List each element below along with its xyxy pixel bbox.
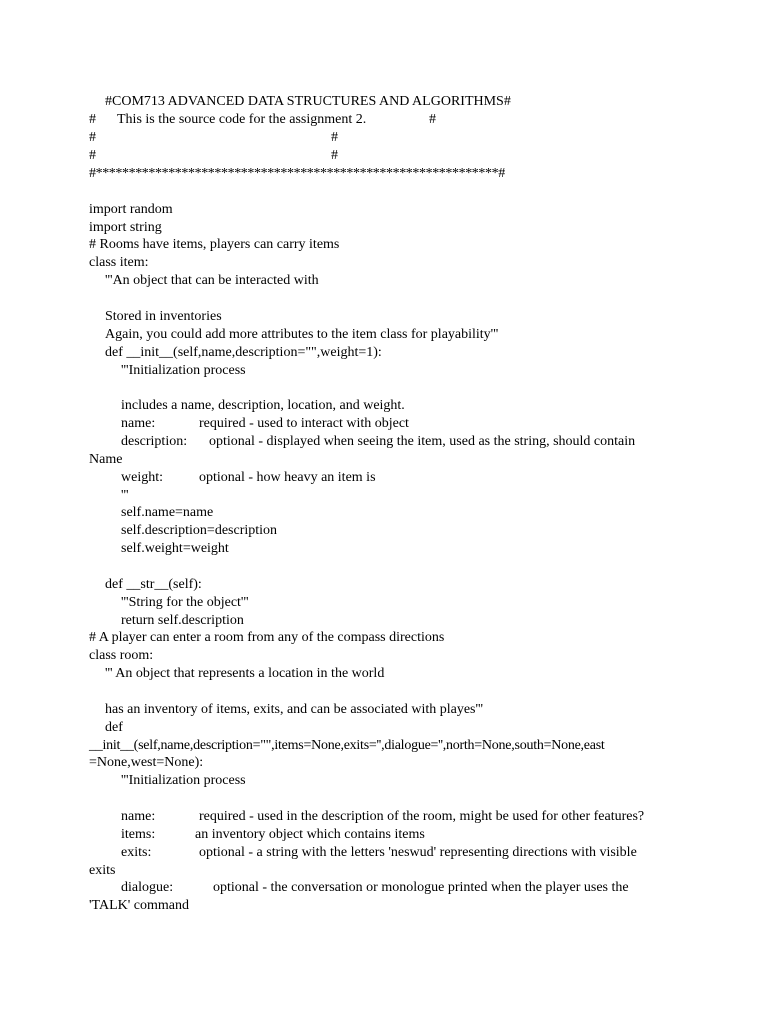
code-docstring: '''An object that can be interacted with bbox=[105, 273, 319, 288]
code-docstring bbox=[121, 879, 629, 897]
param-name: description: bbox=[121, 434, 188, 449]
code-line: class room: bbox=[89, 648, 154, 663]
code-comment: # Rooms have items, players can carry items bbox=[89, 237, 340, 252]
code-docstring: Stored in inventories bbox=[105, 309, 222, 324]
code-line: self.description=description bbox=[121, 523, 278, 538]
param-desc: optional - a string with the letters 'neswud' representing directions with visible bbox=[199, 845, 637, 860]
code-docstring: Again, you could add more attributes to the item class for playability''' bbox=[105, 327, 499, 342]
code-line: def bbox=[105, 720, 123, 735]
code-docstring: ''' An object that represents a location in the world bbox=[105, 666, 385, 681]
header-description: This is the source code for the assignment 2. bbox=[117, 112, 367, 127]
code-line: import string bbox=[89, 220, 162, 235]
code-line: =None,west=None): bbox=[89, 755, 204, 770]
code-docstring bbox=[121, 808, 644, 826]
code-docstring: Name bbox=[89, 452, 123, 467]
code-docstring bbox=[121, 826, 425, 844]
header-hash-right: # bbox=[429, 112, 436, 127]
header-hash-right: # bbox=[331, 148, 338, 163]
param-name: name: bbox=[121, 416, 156, 431]
param-name: name: bbox=[121, 809, 156, 824]
code-docstring bbox=[121, 844, 637, 862]
param-desc: required - used to interact with object bbox=[199, 416, 409, 431]
code-line: import random bbox=[89, 202, 173, 217]
param-desc: required - used in the description of the room, might be used for other features? bbox=[199, 809, 645, 824]
code-line: __init__(self,name,description="",items=None,exits='',dialogue='',north=None,south=None,east bbox=[89, 738, 605, 753]
code-docstring: has an inventory of items, exits, and can be associated with playes''' bbox=[105, 702, 484, 717]
header-hash-right: # bbox=[331, 130, 338, 145]
header-hash-left: # bbox=[89, 148, 96, 163]
code-line: self.weight=weight bbox=[121, 541, 229, 556]
code-docstring: '''Initialization process bbox=[121, 773, 246, 788]
param-desc: an inventory object which contains items bbox=[195, 827, 425, 842]
param-name: weight: bbox=[121, 470, 163, 485]
param-name: dialogue: bbox=[121, 880, 174, 895]
header-rule: #*************************************************************# bbox=[89, 166, 505, 181]
header-hash-left: # bbox=[89, 112, 96, 127]
code-line: return self.description bbox=[121, 613, 244, 628]
code-docstring bbox=[121, 469, 376, 487]
code-line: class item: bbox=[89, 255, 149, 270]
param-desc: optional - displayed when seeing the item, used as the string, should contain bbox=[209, 434, 636, 449]
code-comment: # A player can enter a room from any of the compass directions bbox=[89, 630, 445, 645]
code-line: def __str__(self): bbox=[105, 577, 202, 592]
code-docstring: includes a name, description, location, and weight. bbox=[121, 398, 405, 413]
header-hash-left: # bbox=[89, 130, 96, 145]
code-docstring: '''String for the object''' bbox=[121, 595, 249, 610]
code-line: def __init__(self,name,description="",weight=1): bbox=[105, 345, 382, 360]
code-docstring bbox=[121, 433, 635, 451]
param-name: items: bbox=[121, 827, 156, 842]
code-docstring: ''' bbox=[121, 488, 129, 503]
code-line: self.name=name bbox=[121, 505, 214, 520]
param-desc: optional - how heavy an item is bbox=[199, 470, 376, 485]
code-docstring: 'TALK' command bbox=[89, 898, 189, 913]
code-docstring: exits bbox=[89, 863, 116, 878]
param-desc: optional - the conversation or monologue printed when the player uses the bbox=[213, 880, 629, 895]
code-docstring: '''Initialization process bbox=[121, 363, 246, 378]
code-docstring bbox=[121, 415, 409, 433]
param-name: exits: bbox=[121, 845, 152, 860]
document-title: #COM713 ADVANCED DATA STRUCTURES AND ALGORITHMS# bbox=[105, 94, 511, 109]
